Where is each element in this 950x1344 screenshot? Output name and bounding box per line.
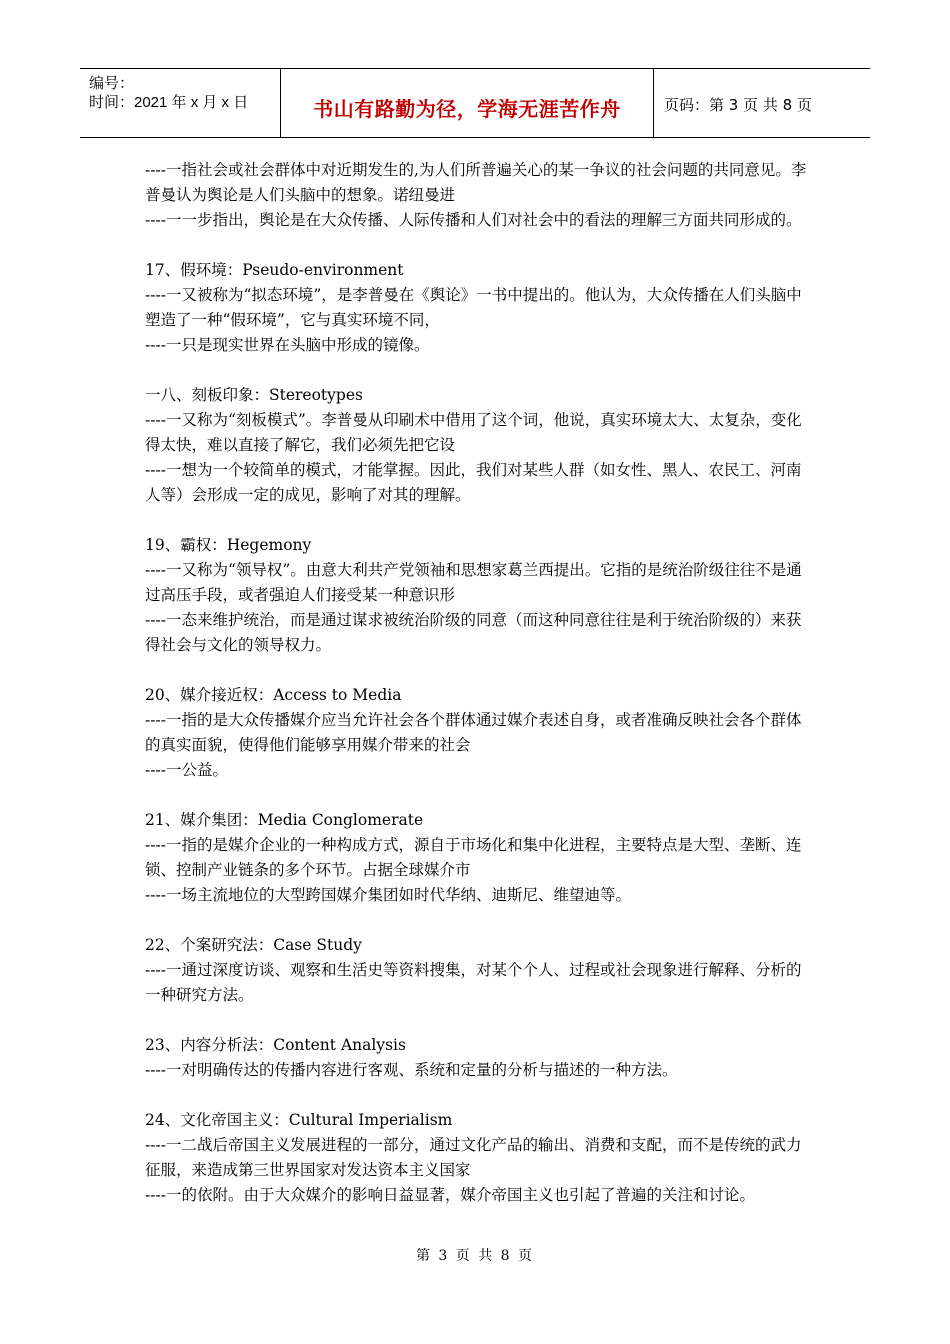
paragraph: ----一指的是大众传播媒介应当允许社会各个群体通过媒介表述自身，或者准确反映社会各个群体的真实面貌，使得他们能够享用媒介带来的社会 bbox=[145, 711, 802, 754]
blank-line bbox=[145, 783, 813, 808]
paragraph: ----一又被称为“拟态环境”，是李普曼在《舆论》一书中提出的。他认为，大众传播在人们头脑中塑造了一种“假环境”，它与真实环境不同， bbox=[145, 286, 802, 329]
header-motto-cell bbox=[280, 69, 654, 137]
term-heading: 22、个案研究法：Case Study bbox=[145, 936, 362, 954]
blank-line bbox=[145, 508, 813, 533]
number-label: 编号： bbox=[89, 75, 135, 92]
blank-line bbox=[145, 1083, 813, 1108]
term-heading: 21、媒介集团：Media Conglomerate bbox=[145, 811, 424, 829]
motto: 书山有路勤为径，学海无涯苦作舟 bbox=[313, 97, 621, 121]
term-heading: 20、媒介接近权：Access to Media bbox=[145, 686, 402, 704]
term-heading: 24、文化帝国主义：Cultural Imperialism bbox=[145, 1111, 453, 1129]
term-heading: 23、内容分析法：Content Analysis bbox=[145, 1036, 406, 1054]
header-page-cell bbox=[652, 69, 870, 137]
paragraph: ----一对明确传达的传播内容进行客观、系统和定量的分析与描述的一种方法。 bbox=[145, 1061, 678, 1079]
blank-line bbox=[145, 658, 813, 683]
page-label: 页码：第 3 页 共 8 页 bbox=[664, 96, 812, 114]
blank-line bbox=[145, 908, 813, 933]
paragraph: ----一又称为“领导权”。由意大利共产党领袖和思想家葛兰西提出。它指的是统治阶级往往不是通过高压手段，或者强迫人们接受某一种意识形 bbox=[145, 561, 802, 604]
paragraph: ----一指社会或社会群体中对近期发生的,为人们所普遍关心的某一争议的社会问题的共同意见。李普曼认为舆论是人们头脑中的想象。诺纽曼进 bbox=[145, 161, 807, 204]
blank-line bbox=[145, 233, 813, 258]
paragraph: ----一指的是媒介企业的一种构成方式，源自于市场化和集中化进程，主要特点是大型、垄断、连锁、控制产业链条的多个环节。占据全球媒介市 bbox=[145, 836, 802, 879]
paragraph: ----一态来维护统治，而是通过谋求被统治阶级的同意（而这种同意往往是利于统治阶级的）来获得社会与文化的领导权力。 bbox=[145, 611, 802, 654]
blank-line bbox=[145, 1008, 813, 1033]
blank-line bbox=[145, 358, 813, 383]
page-header bbox=[80, 68, 870, 138]
term-heading: 一八、刻板印象：Stereotypes bbox=[145, 386, 363, 404]
paragraph: ----一只是现实世界在头脑中形成的镜像。 bbox=[145, 336, 430, 354]
page-footer: 第 3 页 共 8 页 bbox=[415, 1248, 535, 1264]
paragraph: ----一想为一个较简单的模式，才能掌握。因此，我们对某些人群（如女性、黑人、农民工、河南人等）会形成一定的成见，影响了对其的理解。 bbox=[145, 461, 802, 504]
paragraph: ----一一步指出，舆论是在大众传播、人际传播和人们对社会中的看法的理解三方面共同形成的。 bbox=[145, 211, 802, 229]
term-heading: 19、霸权：Hegemony bbox=[145, 536, 312, 554]
paragraph: ----一的依附。由于大众媒介的影响日益显著，媒介帝国主义也引起了普遍的关注和讨论。 bbox=[145, 1186, 755, 1204]
paragraph: ----一又称为“刻板模式”。李普曼从印刷术中借用了这个词，他说，真实环境太大、太复杂，变化得太快，难以直接了解它，我们必须先把它设 bbox=[145, 411, 802, 454]
time-label: 时间：2021 年 x 月 x 日 bbox=[89, 94, 249, 111]
document-body bbox=[145, 158, 813, 1208]
paragraph: ----一二战后帝国主义发展进程的一部分，通过文化产品的输出、消费和支配，而不是传统的武力征服，来造成第三世界国家对发达资本主义国家 bbox=[145, 1136, 802, 1179]
paragraph: ----一场主流地位的大型跨国媒介集团如时代华纳、迪斯尼、维望迪等。 bbox=[145, 886, 631, 904]
paragraph: ----一通过深度访谈、观察和生活史等资料搜集，对某个个人、过程或社会现象进行解释、分析的一种研究方法。 bbox=[145, 961, 802, 1004]
paragraph: ----一公益。 bbox=[145, 761, 228, 779]
header-meta bbox=[80, 69, 280, 137]
term-heading: 17、假环境：Pseudo-environment bbox=[145, 261, 404, 279]
